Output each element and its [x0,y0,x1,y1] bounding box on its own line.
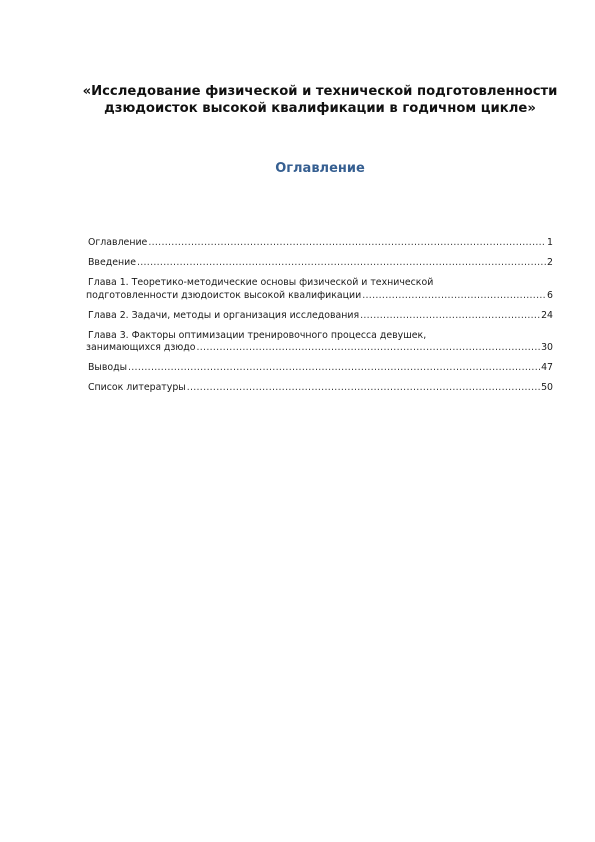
toc-entry-chapter-1[interactable] [86,277,553,302]
toc-entry-references[interactable] [86,382,553,395]
toc-entry-introduction[interactable] [86,257,553,270]
toc-entry-label-continued: занимающихся дзюдо [86,342,196,353]
document-title-line-1: «Исследование физической и технической подготовленности [82,84,558,99]
toc-entry-label: Список литературы [88,382,186,393]
toc-entry-conclusions[interactable] [86,362,553,375]
toc-page-number: 24 [541,309,553,321]
table-of-contents [86,237,553,402]
toc-leader-dots [148,237,546,250]
document-title-line-2: дзюдоисток высокой квалификации в годичном цикле» [104,101,536,116]
toc-page-number: 30 [541,342,553,353]
toc-leader-dots [196,342,540,355]
toc-leader-dots [137,257,546,270]
toc-page-number: 47 [541,362,553,373]
toc-leader-dots [360,310,540,323]
toc-entry-chapter-2[interactable] [86,310,553,323]
toc-entry-label: Оглавление [88,237,148,248]
toc-page-number: 1 [547,237,553,248]
toc-leader-dots [362,290,546,303]
toc-leader-dots [187,382,540,395]
toc-entry-label: Введение [88,257,136,268]
toc-entry-label: Выводы [88,362,127,373]
toc-entry-label-continued: подготовленности дзюдоисток высокой квалификации [86,289,362,301]
toc-heading: Оглавление [275,161,365,176]
toc-entry-chapter-3[interactable] [86,330,553,355]
document-title [70,83,570,117]
toc-entry-label: Глава 1. Теоретико-методические основы физической и технической [88,277,434,288]
toc-leader-dots [128,362,540,375]
toc-entry-contents[interactable] [86,237,553,250]
toc-entry-label: Глава 2. Задачи, методы и организация исследования [88,309,360,321]
toc-page-number: 50 [541,382,553,393]
toc-page-number: 2 [547,257,553,268]
toc-page-number: 6 [547,289,553,301]
toc-entry-label: Глава 3. Факторы оптимизации тренировочного процесса девушек, [88,329,427,341]
